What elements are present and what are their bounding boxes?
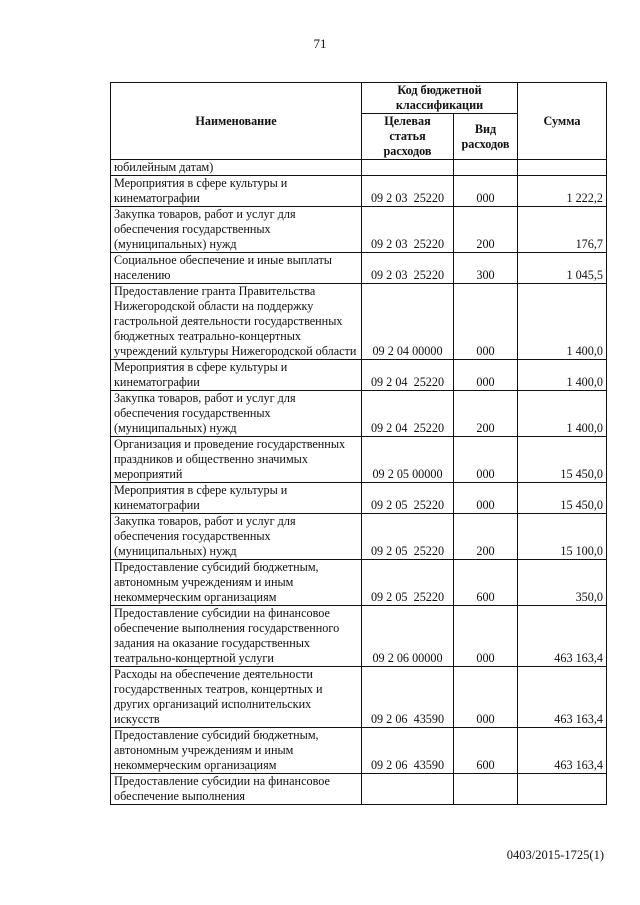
row-expense-kind: 000 — [454, 176, 518, 207]
table-row — [111, 284, 607, 360]
table-row — [111, 437, 607, 483]
row-name: Предоставление гранта Правительства Нижегородской области на поддержку гастрольной деятельности государственных бюджетных театрально-концертных учреждений культуры Нижегородской области — [111, 284, 362, 360]
table-row — [111, 667, 607, 728]
row-target-article: 09 2 05 25220 — [362, 560, 454, 606]
row-expense-kind: 000 — [454, 437, 518, 483]
row-name: Расходы на обеспечение деятельности государственных театров, концертных и других организаций исполнительских искусств — [111, 667, 362, 728]
row-amount: 463 163,4 — [518, 606, 607, 667]
row-target-article: 09 2 05 25220 — [362, 483, 454, 514]
header-amount: Сумма — [518, 83, 607, 160]
row-name: Предоставление субсидий бюджетным, автономным учреждениям и иным некоммерческим организациям — [111, 560, 362, 606]
row-amount: 1 400,0 — [518, 391, 607, 437]
row-expense-kind: 000 — [454, 360, 518, 391]
row-name: Организация и проведение государственных праздников и общественно значимых мероприятий — [111, 437, 362, 483]
header-name: Наименование — [111, 83, 362, 160]
row-expense-kind: 000 — [454, 483, 518, 514]
row-expense-kind: 000 — [454, 667, 518, 728]
row-amount: 463 163,4 — [518, 728, 607, 774]
row-expense-kind: 000 — [454, 606, 518, 667]
table-row — [111, 514, 607, 560]
row-name: Предоставление субсидии на финансовое обеспечение выполнения — [111, 774, 362, 805]
table-body — [111, 160, 607, 805]
row-name: Закупка товаров, работ и услуг для обеспечения государственных (муниципальных) нужд — [111, 514, 362, 560]
row-amount: 15 450,0 — [518, 437, 607, 483]
budget-table — [110, 82, 607, 805]
table-row — [111, 160, 607, 176]
row-name: Предоставление субсидий бюджетным, автономным учреждениям и иным некоммерческим организациям — [111, 728, 362, 774]
row-target-article: 09 2 03 25220 — [362, 176, 454, 207]
row-target-article: 09 2 06 43590 — [362, 667, 454, 728]
row-amount: 463 163,4 — [518, 667, 607, 728]
row-target-article: 09 2 04 25220 — [362, 360, 454, 391]
table-row — [111, 728, 607, 774]
row-expense-kind: 000 — [454, 284, 518, 360]
row-amount: 350,0 — [518, 560, 607, 606]
row-target-article — [362, 774, 454, 805]
row-name: Социальное обеспечение и иные выплаты населению — [111, 253, 362, 284]
row-target-article: 09 2 05 00000 — [362, 437, 454, 483]
row-amount: 1 400,0 — [518, 360, 607, 391]
header-expense-kind: Вид расходов — [454, 114, 518, 160]
row-target-article: 09 2 04 00000 — [362, 284, 454, 360]
row-amount: 1 400,0 — [518, 284, 607, 360]
document-code: 0403/2015-1725(1) — [506, 848, 604, 862]
row-expense-kind: 200 — [454, 207, 518, 253]
table-row — [111, 483, 607, 514]
table-row — [111, 207, 607, 253]
row-name: Закупка товаров, работ и услуг для обеспечения государственных (муниципальных) нужд — [111, 207, 362, 253]
row-name: Закупка товаров, работ и услуг для обеспечения государственных (муниципальных) нужд — [111, 391, 362, 437]
row-name: Предоставление субсидии на финансовое обеспечение выполнения государственного задания на оказание государственных театрально-концертной услуги — [111, 606, 362, 667]
row-name: Мероприятия в сфере культуры и кинематографии — [111, 176, 362, 207]
row-expense-kind: 600 — [454, 560, 518, 606]
row-name: юбилейным датам) — [111, 160, 362, 176]
table-row — [111, 606, 607, 667]
row-amount: 15 100,0 — [518, 514, 607, 560]
row-name: Мероприятия в сфере культуры и кинематографии — [111, 483, 362, 514]
row-amount: 1 045,5 — [518, 253, 607, 284]
row-target-article: 09 2 03 25220 — [362, 253, 454, 284]
page-number: 71 — [313, 36, 327, 51]
table-row — [111, 560, 607, 606]
row-expense-kind: 200 — [454, 514, 518, 560]
row-name: Мероприятия в сфере культуры и кинематографии — [111, 360, 362, 391]
table-row — [111, 253, 607, 284]
table-row — [111, 176, 607, 207]
table-row — [111, 360, 607, 391]
row-amount: 176,7 — [518, 207, 607, 253]
header-target-article: Целевая статья расходов — [362, 114, 454, 160]
row-amount — [518, 774, 607, 805]
row-target-article: 09 2 06 43590 — [362, 728, 454, 774]
row-amount — [518, 160, 607, 176]
row-expense-kind — [454, 160, 518, 176]
table-row — [111, 774, 607, 805]
row-target-article: 09 2 03 25220 — [362, 207, 454, 253]
row-expense-kind: 200 — [454, 391, 518, 437]
row-amount: 1 222,2 — [518, 176, 607, 207]
row-target-article: 09 2 06 00000 — [362, 606, 454, 667]
table-row — [111, 391, 607, 437]
table-header — [111, 83, 607, 160]
header-budget-code: Код бюджетной классификации — [362, 83, 518, 114]
row-expense-kind — [454, 774, 518, 805]
row-amount: 15 450,0 — [518, 483, 607, 514]
row-expense-kind: 300 — [454, 253, 518, 284]
row-expense-kind: 600 — [454, 728, 518, 774]
row-target-article: 09 2 04 25220 — [362, 391, 454, 437]
row-target-article: 09 2 05 25220 — [362, 514, 454, 560]
row-target-article — [362, 160, 454, 176]
